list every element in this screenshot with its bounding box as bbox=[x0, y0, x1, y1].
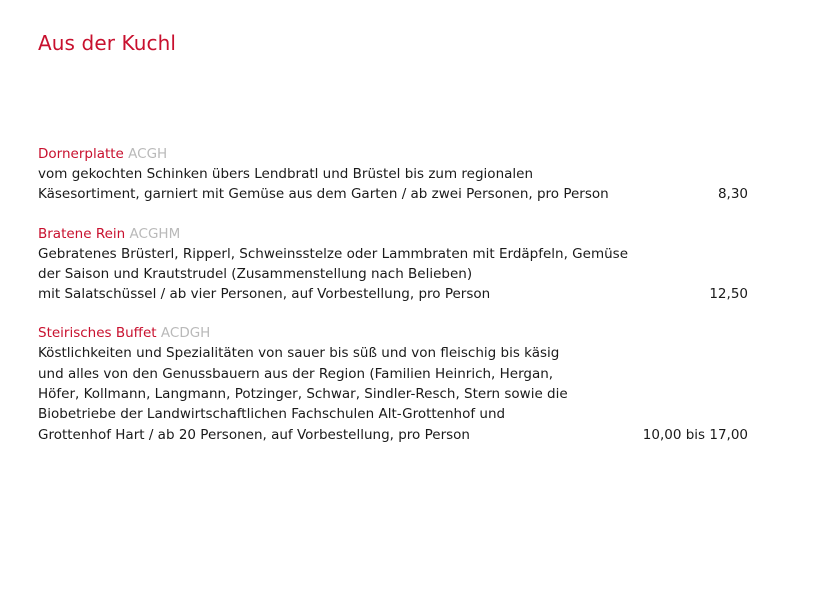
dish-name: Bratene Rein bbox=[38, 225, 126, 242]
page-title: Aus der Kuchl bbox=[38, 31, 177, 56]
dish-description-line: Käsesortiment, garniert mit Gemüse aus dem Garten / ab zwei Personen, pro Person bbox=[38, 186, 609, 203]
allergen-codes: ACGH bbox=[128, 146, 168, 162]
menu-item-steirisches-buffet bbox=[38, 323, 748, 444]
dish-description-line: Höfer, Kollmann, Langmann, Potzinger, Schwar, Sindler-Resch, Stern sowie die bbox=[38, 386, 568, 403]
dish-description-line: Grottenhof Hart / ab 20 Personen, auf Vorbestellung, pro Person bbox=[38, 426, 470, 443]
dish-description-line: und alles von den Genussbauern aus der Region (Familien Heinrich, Hergan, bbox=[38, 365, 554, 382]
menu-item-bratene-rein bbox=[38, 224, 748, 305]
dish-last-line bbox=[38, 284, 748, 304]
dish-header bbox=[38, 323, 748, 343]
menu-list bbox=[38, 144, 748, 464]
dish-description-line: mit Salatschüssel / ab vier Personen, auf Vorbestellung, pro Person bbox=[38, 286, 491, 303]
dish-description-line: Gebratenes Brüsterl, Ripperl, Schweinsstelze oder Lammbraten mit Erdäpfeln, Gemüse bbox=[38, 245, 628, 262]
allergen-codes: ACDGH bbox=[160, 325, 211, 342]
dish-description-line: Biobetriebe der Landwirtschaftlichen Fachschulen Alt-Grottenhof und bbox=[38, 406, 506, 423]
dish-price: 10,00 bis 17,00 bbox=[642, 426, 748, 443]
dish-name: Dornerplatte bbox=[38, 146, 124, 162]
dish-description-line: Köstlichkeiten und Spezialitäten von sauer bis süß und von fleischig bis käsig bbox=[38, 345, 560, 362]
dish-description-line: der Saison und Krautstrudel (Zusammenstellung nach Belieben) bbox=[38, 265, 473, 282]
allergen-codes: ACGHM bbox=[129, 225, 181, 242]
dish-last-line bbox=[38, 425, 748, 445]
dish-header bbox=[38, 144, 748, 164]
dish-price: 12,50 bbox=[709, 286, 748, 303]
dish-last-line bbox=[38, 184, 748, 204]
dish-header bbox=[38, 224, 748, 244]
dish-price: 8,30 bbox=[717, 186, 748, 203]
dish-description-line: vom gekochten Schinken übers Lendbratl und Brüstel bis zum regionalen bbox=[38, 166, 534, 182]
menu-item-dornerplatte bbox=[38, 144, 748, 205]
dish-name: Steirisches Buffet bbox=[38, 325, 157, 342]
